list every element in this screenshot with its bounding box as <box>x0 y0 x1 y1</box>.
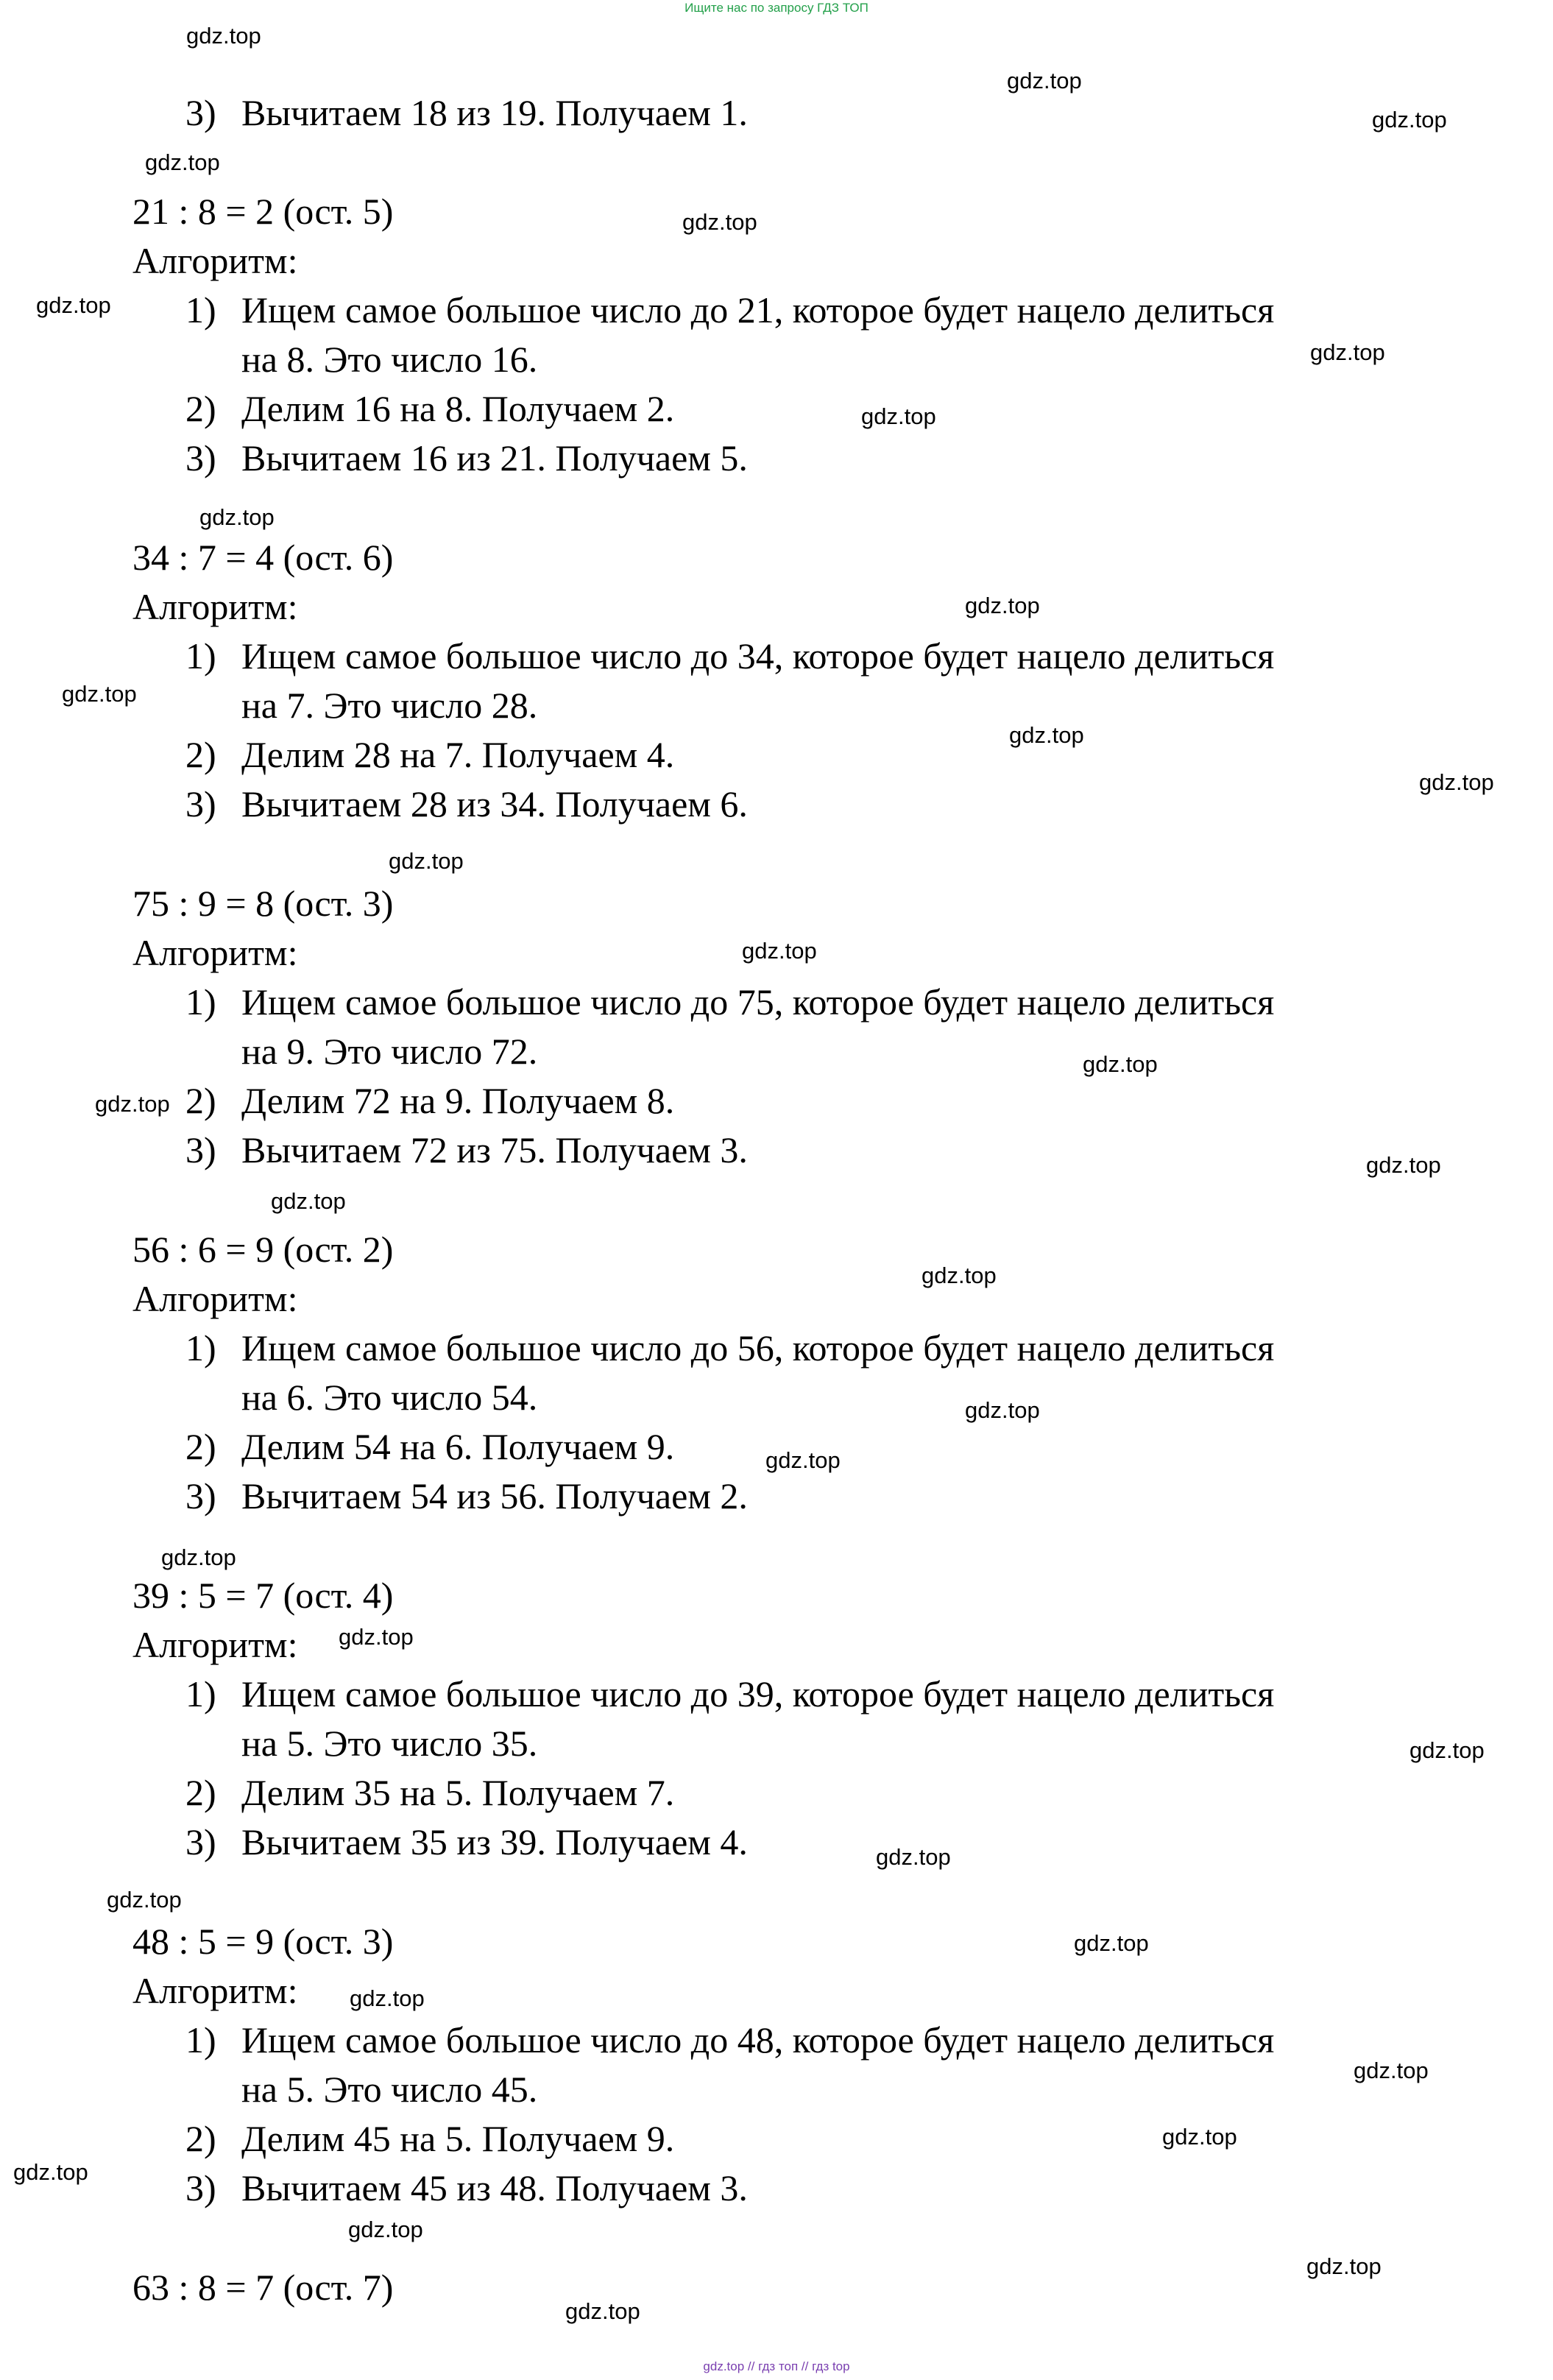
watermark: gdz.top <box>13 2159 88 2185</box>
section-2-step-1-continuation: на 7. Это число 28. <box>241 685 538 726</box>
section-4-expression: 56 : 6 = 9 (ост. 2) <box>132 1229 394 1270</box>
watermark: gdz.top <box>36 292 111 318</box>
section-6-step-2-number: 2) <box>185 2118 216 2159</box>
watermark: gdz.top <box>1083 1051 1158 1077</box>
watermark: gdz.top <box>1007 68 1082 93</box>
section-4-algorithm-label: Алгоритм: <box>132 1278 298 1319</box>
section-5-step-2-number: 2) <box>185 1772 216 1813</box>
section-3-step-3-text: Вычитаем 72 из 75. Получаем 3. <box>241 1129 748 1170</box>
section-6-step-1-text: Ищем самое большое число до 48, которое будет нацело делиться <box>241 2019 1275 2061</box>
watermark: gdz.top <box>765 1447 841 1473</box>
watermark: gdz.top <box>921 1263 997 1288</box>
section-1-step-2-number: 2) <box>185 388 216 429</box>
section-4-step-1-continuation: на 6. Это число 54. <box>241 1377 538 1418</box>
section-2-step-1-number: 1) <box>185 635 216 677</box>
section-6-step-3-text: Вычитаем 45 из 48. Получаем 3. <box>241 2167 748 2208</box>
section-2-step-3-text: Вычитаем 28 из 34. Получаем 6. <box>241 783 748 824</box>
watermark: gdz.top <box>965 1397 1040 1423</box>
section-6-step-3-number: 3) <box>185 2167 216 2208</box>
section-4-step-2-number: 2) <box>185 1426 216 1467</box>
section-4-step-1-number: 1) <box>185 1327 216 1369</box>
watermark: gdz.top <box>1306 2253 1382 2279</box>
section-5-step-2-text: Делим 35 на 5. Получаем 7. <box>241 1772 675 1813</box>
section-6-step-2-text: Делим 45 на 5. Получаем 9. <box>241 2118 675 2159</box>
watermark: gdz.top <box>682 209 757 235</box>
watermark: gdz.top <box>1074 1930 1149 1956</box>
section-3-step-2-text: Делим 72 на 9. Получаем 8. <box>241 1080 675 1121</box>
watermark: gdz.top <box>565 2298 640 2324</box>
section-2-step-3-number: 3) <box>185 783 216 824</box>
section-1-step-1-continuation: на 8. Это число 16. <box>241 339 538 380</box>
watermark: gdz.top <box>876 1844 951 1870</box>
section-1-expression: 21 : 8 = 2 (ост. 5) <box>132 191 394 232</box>
watermark: gdz.top <box>861 403 936 429</box>
intro-step-number: 3) <box>185 92 216 133</box>
search-banner: Ищите нас по запросу ГДЗ ТОП <box>684 1 869 15</box>
watermark: gdz.top <box>348 2217 423 2242</box>
watermark: gdz.top <box>161 1544 236 1570</box>
watermark: gdz.top <box>145 149 220 175</box>
section-3-expression: 75 : 9 = 8 (ост. 3) <box>132 883 394 924</box>
watermark: gdz.top <box>389 848 464 874</box>
watermark: gdz.top <box>1162 2124 1237 2150</box>
watermark: gdz.top <box>1354 2058 1429 2083</box>
watermark: gdz.top <box>62 681 137 707</box>
watermark: gdz.top <box>1372 107 1447 133</box>
section-6-expression: 48 : 5 = 9 (ост. 3) <box>132 1921 394 1962</box>
section-1-step-2-text: Делим 16 на 8. Получаем 2. <box>241 388 675 429</box>
section-4-step-2-text: Делим 54 на 6. Получаем 9. <box>241 1426 675 1467</box>
section-4-step-3-text: Вычитаем 54 из 56. Получаем 2. <box>241 1475 748 1516</box>
section-3-algorithm-label: Алгоритм: <box>132 932 298 973</box>
watermark: gdz.top <box>107 1887 182 1913</box>
section-1-step-1-text: Ищем самое большое число до 21, которое будет нацело делиться <box>241 289 1275 331</box>
section-6-step-1-continuation: на 5. Это число 45. <box>241 2069 538 2110</box>
section-2-expression: 34 : 7 = 4 (ост. 6) <box>132 537 394 578</box>
watermark: gdz.top <box>1310 339 1385 365</box>
section-4-step-3-number: 3) <box>185 1475 216 1516</box>
section-3-step-1-number: 1) <box>185 981 216 1023</box>
watermark: gdz.top <box>1009 722 1084 748</box>
section-6-algorithm-label: Алгоритм: <box>132 1970 298 2011</box>
section-2-step-2-number: 2) <box>185 734 216 775</box>
section-1-step-3-number: 3) <box>185 437 216 479</box>
section-5-expression: 39 : 5 = 7 (ост. 4) <box>132 1575 394 1616</box>
watermark: gdz.top <box>1409 1737 1485 1763</box>
section-1-step-3-text: Вычитаем 16 из 21. Получаем 5. <box>241 437 748 479</box>
watermark: gdz.top <box>271 1188 346 1214</box>
section-5-step-1-continuation: на 5. Это число 35. <box>241 1723 538 1764</box>
footer-links: gdz.top // гдз топ // гдз top <box>703 2359 850 2373</box>
section-2-algorithm-label: Алгоритм: <box>132 586 298 627</box>
section-1-step-1-number: 1) <box>185 289 216 331</box>
section-1-algorithm-label: Алгоритм: <box>132 240 298 281</box>
section-5-algorithm-label: Алгоритм: <box>132 1624 298 1665</box>
watermark: gdz.top <box>186 23 261 49</box>
section-5-step-3-number: 3) <box>185 1821 216 1862</box>
section-5-step-3-text: Вычитаем 35 из 39. Получаем 4. <box>241 1821 748 1862</box>
watermark: gdz.top <box>742 938 817 964</box>
watermark: gdz.top <box>965 593 1040 618</box>
watermark: gdz.top <box>199 504 275 530</box>
watermark: gdz.top <box>1419 769 1494 795</box>
section-3-step-3-number: 3) <box>185 1129 216 1170</box>
watermark: gdz.top <box>339 1624 414 1650</box>
section-2-step-1-text: Ищем самое большое число до 34, которое будет нацело делиться <box>241 635 1275 677</box>
section-2-step-2-text: Делим 28 на 7. Получаем 4. <box>241 734 675 775</box>
section-3-step-1-continuation: на 9. Это число 72. <box>241 1031 538 1072</box>
watermark: gdz.top <box>350 1985 425 2011</box>
watermark: gdz.top <box>1366 1152 1441 1178</box>
section-7-expression: 63 : 8 = 7 (ост. 7) <box>132 2267 394 2308</box>
section-3-step-2-number: 2) <box>185 1080 216 1121</box>
section-4-step-1-text: Ищем самое большое число до 56, которое будет нацело делиться <box>241 1327 1275 1369</box>
section-5-step-1-text: Ищем самое большое число до 39, которое будет нацело делиться <box>241 1673 1275 1715</box>
intro-step-text: Вычитаем 18 из 19. Получаем 1. <box>241 92 748 133</box>
section-6-step-1-number: 1) <box>185 2019 216 2061</box>
section-3-step-1-text: Ищем самое большое число до 75, которое будет нацело делиться <box>241 981 1275 1023</box>
section-5-step-1-number: 1) <box>185 1673 216 1715</box>
watermark: gdz.top <box>95 1091 170 1117</box>
